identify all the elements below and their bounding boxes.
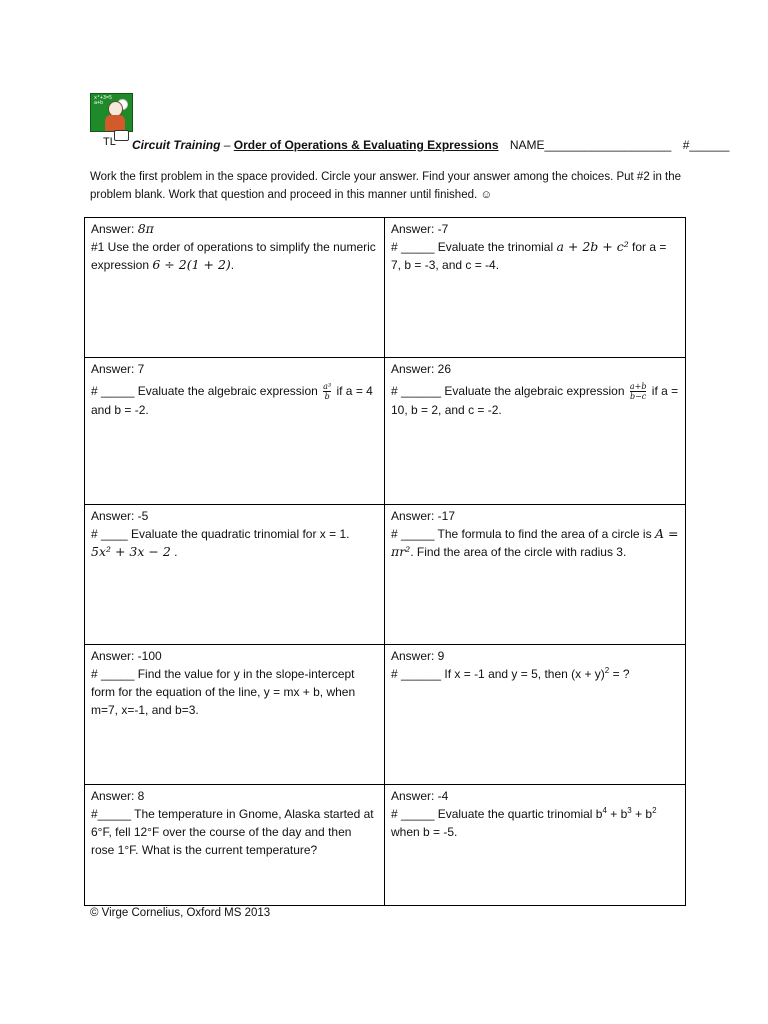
answer-label: Answer: 7 — [91, 362, 145, 376]
title-dash: – — [220, 138, 234, 152]
problem-grid — [84, 217, 686, 906]
problem-cell[interactable] — [85, 785, 385, 905]
problem-cell[interactable] — [385, 505, 685, 645]
problem-math: 6 ÷ 2(1 + 2) — [152, 257, 231, 272]
problem-cell[interactable] — [85, 218, 385, 358]
fraction: $\frac{\text{a³}}{b}$ — [323, 382, 332, 402]
problem-cell[interactable] — [385, 645, 685, 785]
title-subject: Order of Operations & Evaluating Expressions — [233, 138, 499, 152]
problem-math: a + 2b + c² — [556, 239, 629, 254]
title-circuit-training: Circuit Training — [132, 138, 221, 152]
problem-text: # _____ Find the value for y in the slope-intercept form for the equation of the line, y = mx + b, when m=7, x=-1, and b=3. — [91, 667, 356, 717]
problem-cell[interactable] — [385, 218, 685, 358]
answer-math: 8π — [137, 221, 154, 236]
problem-text: # ____ Evaluate the quadratic trinomial for x = 1. 5x² + 3x − 2 . — [91, 527, 350, 559]
answer-label: Answer: -5 — [91, 509, 149, 523]
problem-text: #1 Use the order of operations to simplify the numeric expression 6 ÷ 2(1 + 2). — [91, 240, 376, 272]
answer-label: Answer: 26 — [391, 362, 452, 376]
problem-text: #_____ The temperature in Gnome, Alaska started at 6°F, fell 12°F over the course of the day and then rose 1°F. What is the current temperature? — [91, 807, 374, 857]
problem-cell[interactable] — [85, 505, 385, 645]
problem-text: # _____ Evaluate the algebraic expression $\frac{\text{a³}}{b}$ if a = 4 and b = -2. — [91, 382, 373, 418]
answer-label: Answer: 9 — [391, 649, 445, 663]
instructions: Work the first problem in the space provided. Circle your answer. Find your answer among the choices. Put #2 in the problem blank. Work that question and proceed in this manner until finished. ☺ — [90, 171, 682, 201]
answer-label: Answer: 8 — [91, 789, 145, 803]
problem-text: # _____ The formula to find the area of a circle is A = πr². Find the area of the circle with radius 3. — [391, 526, 679, 559]
problem-text: # _____ Evaluate the quartic trinomial $b^4 + b^3 + b^2$ when b = -5. — [391, 806, 657, 839]
answer-line — [91, 220, 378, 238]
answer-label: Answer: — [91, 222, 138, 236]
answer-label: Answer: -17 — [391, 509, 456, 523]
pointer-hand-icon — [114, 130, 129, 141]
problem-cell[interactable] — [385, 785, 685, 905]
answer-label: Answer: -4 — [391, 789, 449, 803]
problem-text: # ______ Evaluate the algebraic expression $\frac{a+b}{b-c}$ if a = 10, b = 2, and c = -2. — [391, 382, 679, 418]
problem-cell[interactable] — [385, 358, 685, 505]
number-field[interactable]: #______ — [682, 138, 730, 152]
problem-text: # _____ Evaluate the trinomial a + 2b + c² for a = 7, b = -3, and c = -4. — [391, 239, 667, 272]
problem-math: 5x² + 3x − 2 — [91, 544, 171, 559]
fraction: $\frac{a+b}{b-c}$ — [629, 382, 647, 402]
teacher-at-chalkboard-icon: x²+3=5 a+b — [90, 93, 133, 132]
logo-tag: TL — [103, 136, 116, 148]
answer-label: Answer: -100 — [91, 649, 162, 663]
worksheet-title — [132, 138, 729, 152]
problem-cell[interactable] — [85, 645, 385, 785]
name-field[interactable]: NAME___________________ — [509, 138, 672, 152]
problem-math: A = πr² — [391, 526, 679, 559]
problem-cell[interactable] — [85, 358, 385, 505]
copyright-footer: © Virge Cornelius, Oxford MS 2013 — [90, 907, 271, 919]
problem-text: # ______ If x = -1 and y = 5, then $(x + y)^2$ = ? — [391, 666, 630, 681]
answer-label: Answer: -7 — [391, 222, 449, 236]
